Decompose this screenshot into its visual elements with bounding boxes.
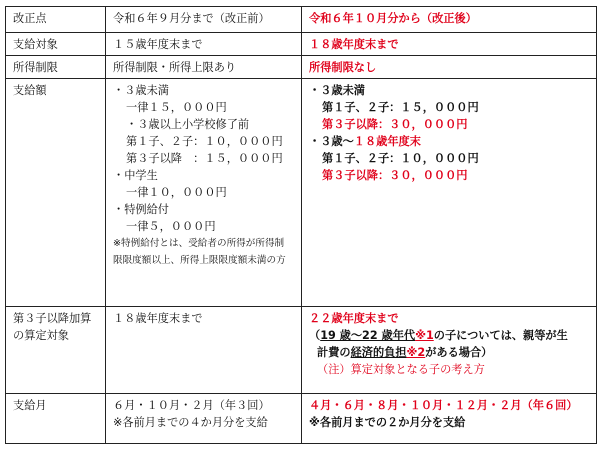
ref1-link[interactable]: ※1 bbox=[415, 329, 434, 342]
month-after bbox=[302, 394, 597, 444]
target-after: １８歳年度末まで bbox=[302, 33, 597, 56]
b-under3-value: 一律１５，０００円 bbox=[126, 101, 227, 114]
tc-l2-ul: 19 歳〜22 歳年代 bbox=[320, 329, 416, 342]
b-3-to-elem-value2: 第３子以降 ：１５，０００円 bbox=[126, 152, 283, 165]
b-junior-high: ・中学生 bbox=[113, 169, 158, 182]
b-note-line1: ※特例給付とは、受給者の所得が所得制 bbox=[113, 238, 285, 249]
tc-l3 bbox=[309, 344, 591, 361]
month-before-2: ※各前月までの４か月分を支給 bbox=[113, 416, 268, 429]
a-3-to-18-value1: 第１子、２子：１０，０００円 bbox=[322, 152, 479, 165]
a-under3: ・３歳未満 bbox=[309, 84, 365, 97]
tc-l1: ２２歳年度末まで bbox=[309, 312, 399, 325]
month-after-2: ※各前月までの２か月分を支給 bbox=[309, 416, 466, 429]
third-child-after bbox=[302, 307, 597, 394]
amount-label: 支給額 bbox=[6, 79, 106, 307]
month-before-1: ６月・１０月・２月（年３回） bbox=[113, 399, 270, 412]
target-row bbox=[6, 33, 597, 56]
comparison-table bbox=[5, 6, 597, 444]
header-before: 令和６年９月分まで（改正前） bbox=[106, 7, 302, 33]
a-3-to-18-red: １８歳年度末 bbox=[353, 135, 421, 148]
header-row bbox=[6, 7, 597, 33]
income-row bbox=[6, 56, 597, 79]
tc-l3-pre: 計費の bbox=[317, 346, 351, 359]
amount-after bbox=[302, 79, 597, 307]
b-note-line2: 限限度額以上、所得上限限度額未満の方 bbox=[113, 255, 286, 266]
b-junior-high-value: 一律１０，０００円 bbox=[126, 186, 227, 199]
header-point: 改正点 bbox=[6, 7, 106, 33]
month-label: 支給月 bbox=[6, 394, 106, 444]
month-after-1: ４月・６月・８月・１０月・１２月・２月（年６回） bbox=[309, 399, 578, 412]
b-3-to-elem-value1: 第１子、２子：１０，０００円 bbox=[126, 135, 283, 148]
tc-l3-rest: がある場合） bbox=[425, 346, 493, 359]
target-before: １５歳年度末まで bbox=[106, 33, 302, 56]
tc-l2-open: （ bbox=[309, 329, 321, 342]
b-special-value: 一律５，０００円 bbox=[126, 220, 216, 233]
header-after: 令和６年１０月分から（改正後） bbox=[302, 7, 597, 33]
income-after: 所得制限なし bbox=[302, 56, 597, 79]
amount-before bbox=[106, 79, 302, 307]
ref2-link[interactable]: ※2 bbox=[406, 346, 426, 359]
third-child-row bbox=[6, 307, 597, 394]
tc-l2-rest: の子については、親等が生 bbox=[433, 329, 568, 342]
third-child-label-1: 第３子以降加算 bbox=[13, 312, 92, 325]
tc-l4: （注）算定対象となる子の考え方 bbox=[317, 363, 485, 376]
income-label: 所得制限 bbox=[6, 56, 106, 79]
a-3-to-18-prefix: ・３歳〜 bbox=[309, 135, 354, 148]
month-row bbox=[6, 394, 597, 444]
amount-row bbox=[6, 79, 597, 307]
tc-l2 bbox=[309, 327, 591, 344]
target-label: 支給対象 bbox=[6, 33, 106, 56]
tc-l3-ul: 経済的負担 bbox=[350, 346, 407, 359]
a-under3-value1: 第１子、２子：１５，０００円 bbox=[322, 101, 479, 114]
third-child-before: １８歳年度末まで bbox=[106, 307, 302, 394]
third-child-label bbox=[6, 307, 106, 394]
third-child-label-2: の算定対象 bbox=[13, 329, 69, 342]
a-under3-value2: 第３子以降：３０，０００円 bbox=[322, 118, 468, 131]
a-3-to-18-value2: 第３子以降：３０，０００円 bbox=[322, 169, 468, 182]
b-3-to-elem: ・３歳以上小学校修了前 bbox=[126, 118, 250, 131]
a-3-to-18 bbox=[309, 133, 591, 150]
b-special: ・特例給付 bbox=[113, 203, 169, 216]
income-before: 所得制限・所得上限あり bbox=[106, 56, 302, 79]
month-before bbox=[106, 394, 302, 444]
b-under3: ・３歳未満 bbox=[113, 84, 169, 97]
